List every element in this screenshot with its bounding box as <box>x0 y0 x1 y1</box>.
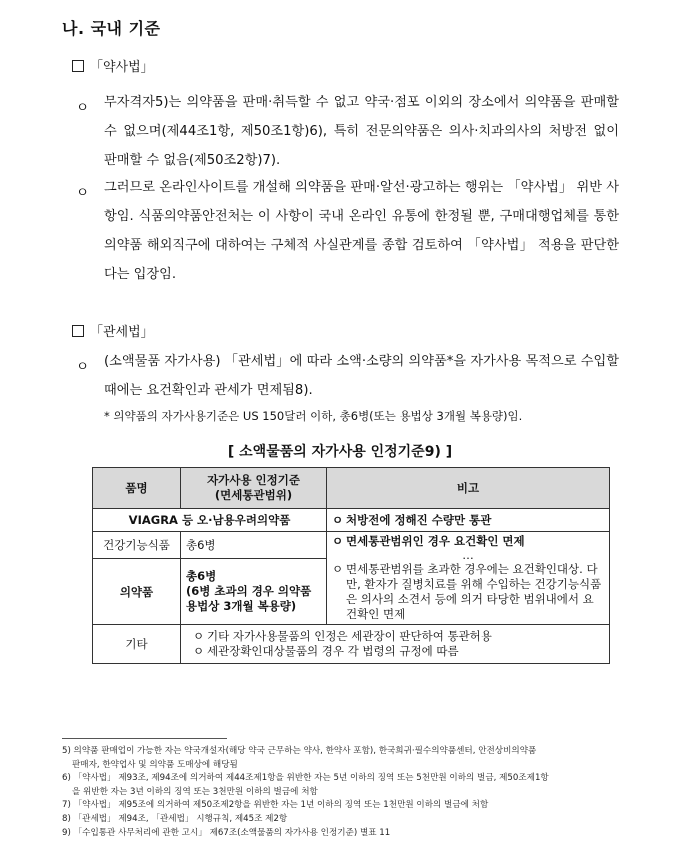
cell-remark <box>327 532 610 625</box>
self-use-criteria-table <box>92 467 610 664</box>
cell-name: 의약품 <box>93 559 181 625</box>
ellipsis: … <box>462 548 474 562</box>
remark-text: 면세통관범위를 초과한 경우에는 요건확인대상. 다만, 환자가 질병치료를 위해 수입하는 건강기능식품은 의사의 소견서 등에 의거 타당한 범위내에서 요건확인 면제 <box>346 562 602 621</box>
footnote-7: 7) 「약사법」 제95조에 의거하여 제50조제2항을 위반한 자는 1년 이하의 징역 또는 1천만원 이하의 벌금에 처함 <box>62 800 489 811</box>
circle-bullet-icon: ㅇ <box>193 629 205 643</box>
table-caption: [ 소액물품의 자가사용 인정기준9) ] <box>227 444 453 460</box>
circle-bullet-icon: ㅇ <box>76 185 90 201</box>
footnotes <box>62 745 622 840</box>
footnote-9: 9) 「수입통관 사무처리에 관한 고시」 제67조(소액물품의 자가사용 인정기준) 별표 11 <box>62 827 391 838</box>
remark-text: 면세통관범위인 경우 요건확인 면제 <box>346 534 525 548</box>
cell-remark <box>327 509 610 532</box>
paragraph-3: (소액물품 자가사용) 「관세법」에 따라 소액·소량의 의약품*을 자가사용 목적으로 수입할 때에는 요건확인과 관세가 면제됨8). <box>104 354 619 398</box>
cell-name: VIAGRA 등 오·남용우려의약품 <box>93 509 327 532</box>
paragraph-2: 그러므로 온라인사이트를 개설해 의약품을 판매·알선·광고하는 행위는 「약사법」 위반 사항임. 식품의약품안전처는 이 사항이 국내 온라인 유통에 한정될 뿐, 구매대행업체를 통한 의약품 해외직구에 대하여는 구체적 사실관계를 종합 검토하여 「약사법」 적용을 판단한다는 입장임. <box>104 180 619 282</box>
header-name: 품명 <box>93 468 181 509</box>
criteria-line1: 총6병 <box>186 569 217 584</box>
footnote-divider <box>62 738 227 739</box>
cell-criteria <box>181 559 327 625</box>
table-row <box>93 625 610 664</box>
section-title: 「관세법」 <box>90 325 154 340</box>
footnote-5: 5) 의약품 판매업이 가능한 자는 약국개설자(해당 약국 근무하는 약사, 한약사 포함), 한국희귀·필수의약품센터, 안전상비의약품 <box>62 746 537 756</box>
cell-criteria: 총6병 <box>181 532 327 559</box>
table-row <box>93 509 610 532</box>
footnote-5-cont: 판매자, 한약업사 및 의약품 도매상에 해당됨 <box>72 759 238 770</box>
criteria-line2: (6병 초과의 경우 의약품 용법상 3개월 복용량) <box>186 584 312 614</box>
header-remark: 비고 <box>327 468 610 509</box>
header-criteria <box>181 468 327 509</box>
cell-remark <box>181 625 610 664</box>
circle-bullet-icon: ㅇ <box>193 644 205 658</box>
circle-bullet-icon: ㅇ <box>332 562 344 576</box>
circle-bullet-icon: ㅇ <box>332 512 344 527</box>
section-heading: 나. 국내 기준 <box>62 19 161 38</box>
remark-text: 세관장확인대상물품의 경우 각 법령의 규정에 따름 <box>207 644 459 658</box>
footnote-8: 8) 「관세법」 제94조, 「관세법」 시행규칙, 제45조 제2항 <box>62 813 288 824</box>
cell-name: 건강기능식품 <box>93 532 181 559</box>
footnote-6-cont: 을 위반한 자는 3년 이하의 징역 또는 3천만원 이하의 벌금에 처함 <box>72 786 318 797</box>
section-title: 「약사법」 <box>90 60 154 75</box>
section-pharmaceutical-act <box>72 56 154 75</box>
paragraph-1: 무자격자5)는 의약품을 판매·취득할 수 없고 약국·점포 이외의 장소에서 의약품을 판매할 수 없으며(제44조1항, 제50조1항)6), 특히 전문의약품은 의사·치과의사의 처방전 없이 판매할 수 없음(제50조2항)7). <box>104 95 619 168</box>
circle-bullet-icon: ㅇ <box>76 359 90 375</box>
remark-text: 기타 자가사용물품의 인정은 세관장이 판단하여 통관허용 <box>207 629 492 643</box>
square-bullet-icon <box>72 60 84 72</box>
cell-name: 기타 <box>93 625 181 664</box>
circle-bullet-icon: ㅇ <box>332 534 344 548</box>
remark-text: 처방전에 정해진 수량만 통관 <box>346 512 492 527</box>
table-row <box>93 532 610 559</box>
footnote-asterisk: * 의약품의 자가사용기준은 US 150달러 이하, 총6병(또는 용법상 3개월 복용량)임. <box>104 409 523 423</box>
header-criteria-line1: 자가사용 인정기준 <box>207 473 300 487</box>
table-header-row <box>93 468 610 509</box>
footnote-6: 6) 「약사법」 제93조, 제94조에 의거하여 제44조제1항을 위반한 자는 5년 이하의 징역 또는 5천만원 이하의 벌금, 제50조제1항 <box>62 773 549 784</box>
header-criteria-line2: (면세통관범위) <box>214 488 293 502</box>
section-customs-act <box>72 321 154 340</box>
square-bullet-icon <box>72 325 84 337</box>
circle-bullet-icon: ㅇ <box>76 100 90 116</box>
